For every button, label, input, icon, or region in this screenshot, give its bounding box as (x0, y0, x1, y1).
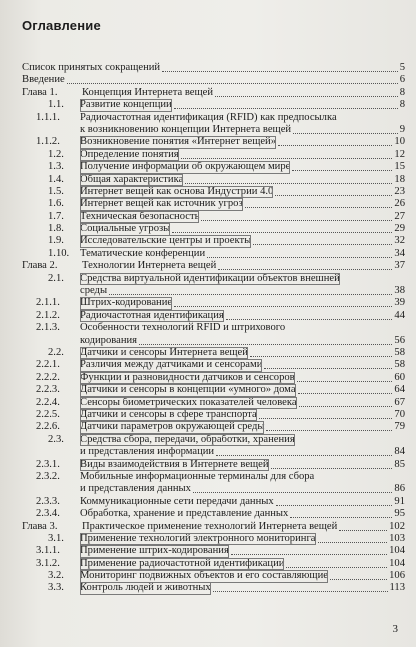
toc-entry-page: 37 (394, 260, 405, 272)
toc-entry-title: Коммуникационные сети передачи данных (80, 495, 274, 507)
leader-dots (271, 468, 393, 469)
toc-entry-number: Глава 1. (22, 86, 58, 98)
toc-entry-title: Список принятых сокращений (22, 62, 161, 73)
leader-dots (293, 133, 398, 134)
toc-entry (22, 545, 405, 557)
leader-dots (231, 554, 387, 555)
toc-entry (22, 421, 405, 433)
toc-entry-number: 2.1.3. (36, 322, 60, 334)
toc-entry-page: 32 (394, 235, 405, 247)
leader-dots (330, 579, 387, 580)
table-of-contents (22, 62, 405, 595)
toc-entry-title: Датчики и сенсоры в сфере транспорта (80, 408, 257, 420)
toc-entry-title: Общая характеристика (80, 173, 184, 185)
toc-entry-number: 2.2.3. (36, 384, 60, 396)
toc-entry-title: Мониторинг подвижных объектов и его составляющие (80, 570, 328, 582)
leader-dots (253, 244, 392, 245)
toc-entry-page: 27 (394, 210, 405, 222)
leader-dots (292, 170, 392, 171)
toc-entry-number: 2.3.3. (36, 495, 60, 507)
toc-entry-page: 10 (394, 136, 405, 148)
toc-entry (22, 223, 405, 235)
toc-entry-title: Применение технологий электронного мониторинга (80, 532, 316, 544)
toc-entry-page: 44 (394, 309, 405, 321)
toc-entry-page: 60 (394, 371, 405, 383)
leader-dots (216, 455, 392, 456)
toc-entry-page: 5 (399, 62, 405, 73)
toc-entry-number: 1.3. (48, 161, 64, 173)
toc-entry (22, 533, 405, 545)
toc-entry-number: 1.7. (48, 210, 64, 222)
toc-entry-title: Датчики параметров окружающей среды (80, 421, 265, 433)
leader-dots (245, 207, 393, 208)
toc-entry-title-continued: к возникновению концепции Интернета вещей (80, 123, 292, 135)
toc-entry-number: 2.2.1. (36, 359, 60, 371)
toc-entry-page: 106 (389, 570, 405, 582)
toc-entry-number: 1.5. (48, 185, 64, 197)
toc-entry-title: Сенсоры биометрических показателей человека (80, 396, 297, 408)
toc-entry-page: 58 (394, 347, 405, 359)
toc-entry (22, 496, 405, 508)
toc-entry-number: 2.3.2. (36, 470, 60, 482)
toc-entry (22, 198, 405, 210)
leader-dots (174, 108, 398, 109)
toc-entry-number: 2.1.2. (36, 309, 60, 321)
toc-entry-number: 2.3.1. (36, 458, 60, 470)
toc-entry (22, 521, 405, 533)
leader-dots (193, 492, 392, 493)
toc-entry (22, 310, 405, 322)
leader-dots (162, 71, 398, 72)
toc-entry (22, 87, 405, 99)
toc-entry (22, 211, 405, 223)
toc-entry-title: Практическое применение технологий Интернета вещей (82, 520, 338, 532)
toc-entry-number: 1.9. (48, 235, 64, 247)
leader-dots (213, 591, 388, 592)
toc-entry-page: 67 (394, 396, 405, 408)
toc-entry-page: 18 (394, 173, 405, 185)
leader-dots (174, 306, 392, 307)
toc-entry-number: 1.1.1. (36, 111, 60, 123)
toc-entry (22, 582, 405, 594)
leader-dots (298, 393, 393, 394)
toc-entry-title: Средства виртуальной идентификации объектов внешней (80, 272, 340, 284)
toc-entry-number: 1.1.2. (36, 136, 60, 148)
toc-entry-page: 6 (399, 74, 405, 86)
toc-entry-title: Получение информации об окружающем мире (80, 161, 291, 173)
toc-entry-page: 9 (399, 123, 405, 135)
toc-entry-page: 84 (394, 446, 405, 458)
toc-entry (22, 397, 405, 409)
leader-dots (318, 542, 388, 543)
leader-dots (299, 406, 393, 407)
leader-dots (139, 344, 392, 345)
page-number: 3 (392, 623, 398, 635)
toc-entry-page: 56 (394, 334, 405, 346)
leader-dots (218, 269, 392, 270)
toc-entry-number: 1.8. (48, 223, 64, 235)
leader-dots (215, 96, 398, 97)
toc-entry (22, 62, 405, 74)
toc-entry-number: 2.1. (48, 272, 64, 284)
leader-dots (181, 158, 393, 159)
toc-entry (22, 186, 405, 198)
leader-dots (259, 418, 393, 419)
toc-entry-number: 2.2.4. (36, 396, 60, 408)
toc-entry (22, 297, 405, 309)
toc-entry-title: Радиочастотная идентификация (RFID) как предпосылка (80, 111, 337, 123)
toc-entry-title-continued: среды (80, 285, 108, 297)
toc-entry-title: Функции и разновидности датчиков и сенсоров (80, 371, 295, 383)
toc-entry-number: 1.4. (48, 173, 64, 185)
leader-dots (276, 505, 393, 506)
toc-entry-page: 34 (394, 247, 405, 259)
toc-entry-number: 1.2. (48, 148, 64, 160)
toc-entry (22, 471, 405, 496)
toc-entry-page: 91 (394, 495, 405, 507)
toc-entry-page: 26 (394, 198, 405, 210)
toc-entry-title: Штрих-кодирование (80, 297, 173, 309)
toc-entry-page: 103 (389, 532, 405, 544)
leader-dots (278, 145, 392, 146)
toc-entry-title: Исследовательские центры и проекты (80, 235, 252, 247)
toc-entry-page: 39 (394, 297, 405, 309)
toc-entry-page: 79 (394, 421, 405, 433)
toc-entry-page: 104 (389, 545, 405, 557)
toc-entry-page: 38 (394, 285, 405, 297)
leader-dots (250, 356, 392, 357)
toc-entry-number: 2.2.2. (36, 371, 60, 383)
toc-entry (22, 508, 405, 520)
toc-entry-number: Глава 2. (22, 260, 58, 272)
toc-entry-page: 29 (394, 223, 405, 235)
toc-entry-title: Применение радиочастотной идентификации (80, 557, 285, 569)
toc-entry-page: 70 (394, 408, 405, 420)
toc-entry-title: Введение (22, 74, 65, 86)
toc-entry (22, 409, 405, 421)
toc-entry (22, 136, 405, 148)
toc-entry-page: 64 (394, 384, 405, 396)
toc-entry-page: 104 (389, 557, 405, 569)
toc-entry-title: Определение понятия (80, 148, 179, 160)
toc-entry-title-continued: и представления информации (80, 446, 215, 458)
toc-entry-number: 2.3.4. (36, 508, 60, 520)
toc-entry-title: Интернет вещей как основа Индустрии 4.0 (80, 185, 274, 197)
toc-entry (22, 161, 405, 173)
toc-entry (22, 372, 405, 384)
toc-entry-title: Датчики и сенсоры в концепции «умного» дома (80, 384, 296, 396)
toc-entry-page: 8 (399, 99, 405, 111)
toc-entry-title: Техническая безопасность (80, 210, 200, 222)
toc-entry-number: 2.2.5. (36, 408, 60, 420)
toc-entry-title: Интернет вещей как источник угроз (80, 198, 243, 210)
toc-entry-title: Виды взаимодействия в Интернете вещей (80, 458, 269, 470)
toc-entry (22, 459, 405, 471)
toc-entry-number: 1.6. (48, 198, 64, 210)
leader-dots (172, 232, 392, 233)
toc-entry (22, 248, 405, 260)
toc-entry-number: 3.1.1. (36, 545, 60, 557)
leader-dots (109, 294, 392, 295)
toc-entry-title: Технологии Интернета вещей (82, 260, 217, 272)
toc-entry-title-continued: и представления данных (80, 483, 191, 495)
leader-dots (201, 220, 392, 221)
toc-entry-title: Возникновение понятия «Интернет вещей» (80, 136, 277, 148)
leader-dots (207, 257, 392, 258)
toc-entry-number: 3.2. (48, 570, 64, 582)
toc-entry-number: 3.1.2. (36, 557, 60, 569)
toc-entry (22, 384, 405, 396)
toc-entry-title: Мобильные информационные терминалы для сбора (80, 470, 315, 482)
toc-entry (22, 347, 405, 359)
toc-entry (22, 149, 405, 161)
toc-entry-number: 2.1.1. (36, 297, 60, 309)
toc-entry-page: 23 (394, 185, 405, 197)
toc-entry-title: Средства сбора, передачи, обработки, хранения (80, 433, 295, 445)
toc-entry-page: 86 (394, 483, 405, 495)
toc-entry-page: 85 (394, 458, 405, 470)
toc-entry-title: Различия между датчиками и сенсорами (80, 359, 263, 371)
leader-dots (185, 183, 392, 184)
leader-dots (266, 430, 392, 431)
toc-entry-title: Развитие концепции (80, 99, 172, 111)
page-title: Оглавление (22, 18, 101, 33)
leader-dots (264, 368, 392, 369)
leader-dots (226, 319, 393, 320)
toc-entry (22, 112, 405, 137)
toc-entry (22, 174, 405, 186)
toc-entry (22, 434, 405, 459)
toc-entry-number: 1.1. (48, 99, 64, 111)
leader-dots (297, 381, 393, 382)
leader-dots (275, 195, 392, 196)
toc-entry (22, 74, 405, 86)
toc-entry-page: 95 (394, 508, 405, 520)
toc-entry-page: 12 (394, 148, 405, 160)
leader-dots (339, 530, 387, 531)
toc-entry (22, 235, 405, 247)
toc-entry-number: 2.2. (48, 347, 64, 359)
leader-dots (286, 567, 387, 568)
toc-entry-number: 2.3. (48, 433, 64, 445)
toc-entry-title: Контроль людей и животных (80, 582, 211, 594)
toc-entry-number: 1.10. (48, 247, 70, 259)
toc-entry (22, 273, 405, 298)
toc-entry (22, 99, 405, 111)
toc-entry-page: 102 (389, 520, 405, 532)
toc-entry-title-continued: кодирования (80, 334, 138, 346)
toc-entry-title: Датчики и сенсоры Интернета вещей (80, 347, 248, 359)
toc-entry-page: 58 (394, 359, 405, 371)
toc-entry-number: 3.3. (48, 582, 64, 594)
toc-entry (22, 570, 405, 582)
toc-entry-title: Обработка, хранение и представление данных (80, 508, 289, 520)
toc-entry-title: Применение штрих-кодирования (80, 545, 229, 557)
toc-entry-title: Тематические конференции (80, 247, 206, 259)
leader-dots (290, 517, 392, 518)
toc-entry-title: Социальные угрозы (80, 223, 171, 235)
toc-entry (22, 322, 405, 347)
toc-entry-title: Особенности технологий RFID и штрихового (80, 322, 286, 334)
toc-entry-page: 113 (389, 582, 405, 594)
leader-dots (67, 83, 398, 84)
toc-entry-title: Радиочастотная идентификация (80, 309, 224, 321)
toc-entry-title: Концепция Интернета вещей (82, 86, 214, 98)
toc-entry (22, 260, 405, 272)
toc-entry-number: 2.2.6. (36, 421, 60, 433)
toc-entry-number: Глава 3. (22, 520, 58, 532)
toc-entry-number: 3.1. (48, 532, 64, 544)
toc-entry-page: 8 (399, 86, 405, 98)
toc-entry (22, 359, 405, 371)
toc-entry-page: 15 (394, 161, 405, 173)
toc-entry (22, 558, 405, 570)
